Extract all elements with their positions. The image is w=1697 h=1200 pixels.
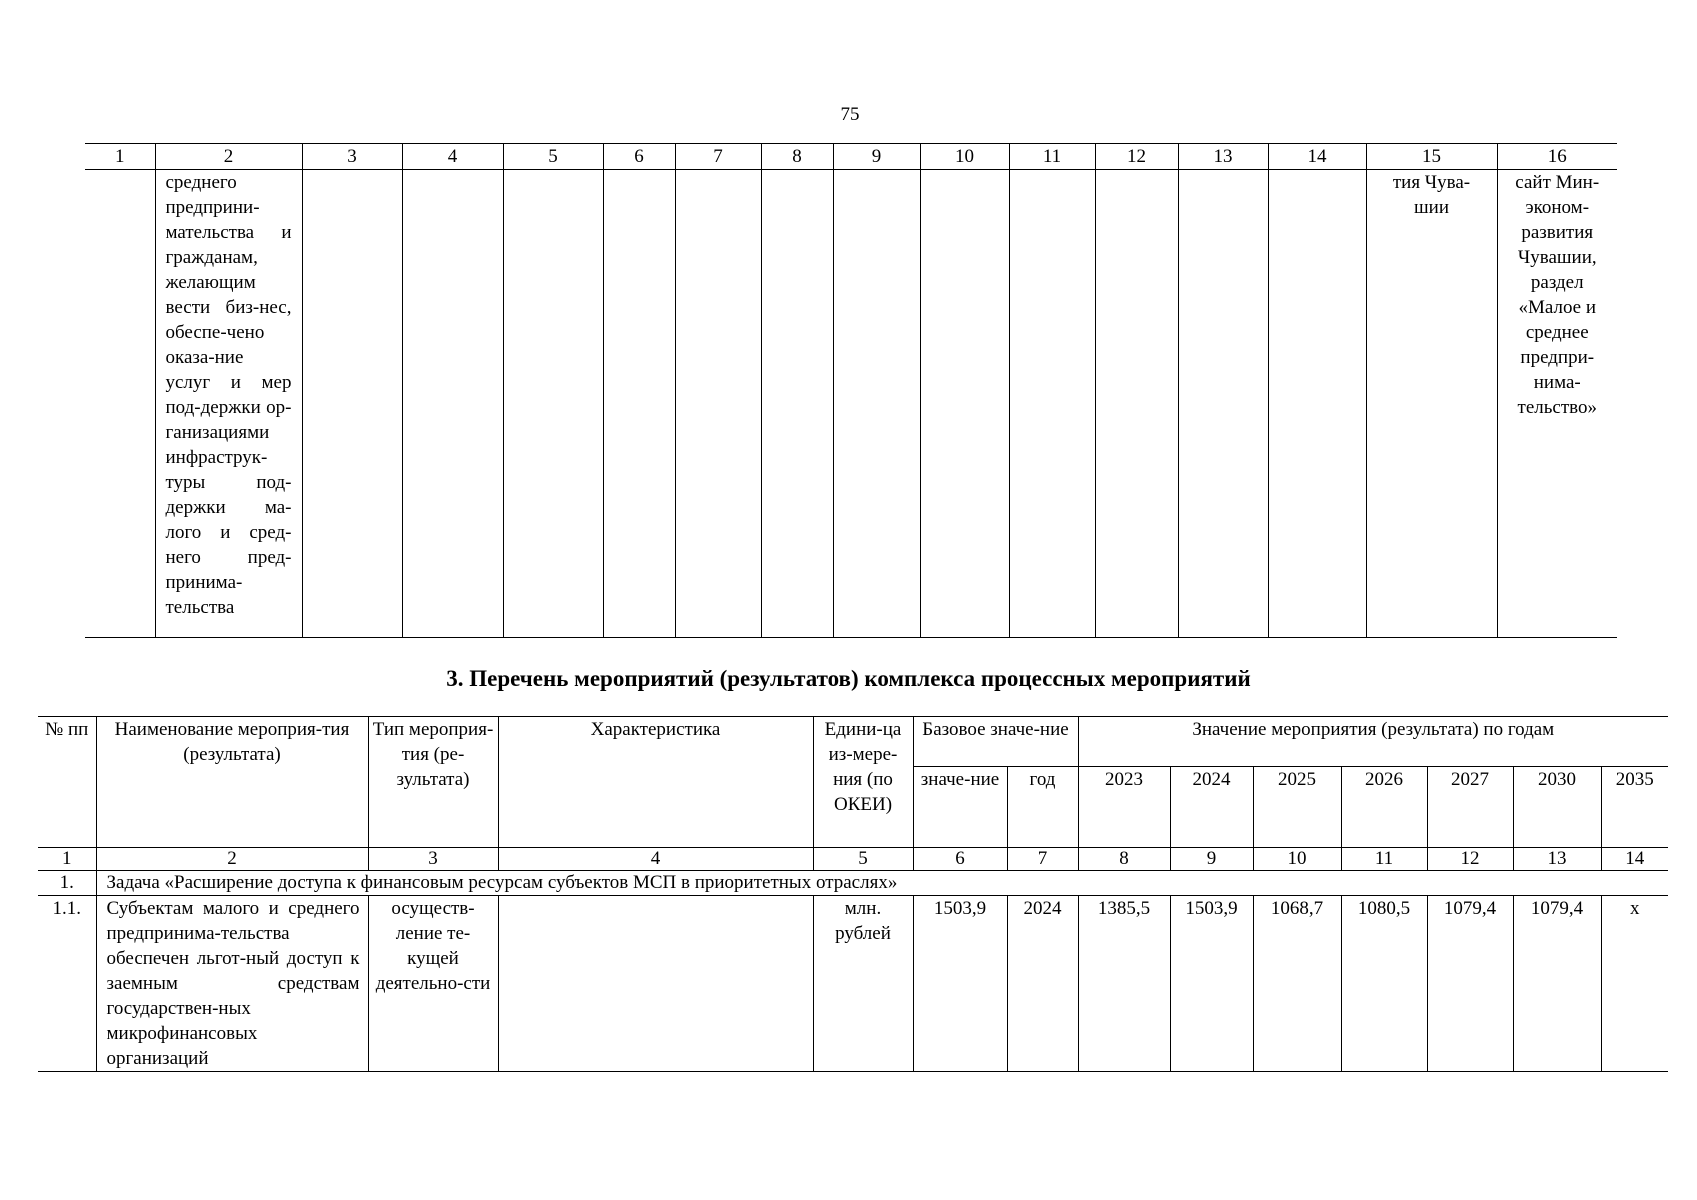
header-base-year: год — [1007, 767, 1078, 848]
cell-empty — [402, 170, 503, 638]
continuation-table — [85, 143, 1617, 638]
header-year: 2025 — [1253, 767, 1341, 848]
row-base-value: 1503,9 — [913, 896, 1007, 1072]
col-num: 9 — [1170, 848, 1253, 871]
header-year: 2027 — [1427, 767, 1513, 848]
col-num: 3 — [302, 144, 402, 170]
activities-table — [38, 716, 1668, 1072]
continuation-row — [85, 170, 1617, 638]
header-num: № пп — [38, 717, 96, 848]
col-num: 7 — [1007, 848, 1078, 871]
col-num: 5 — [503, 144, 603, 170]
cell-empty — [1009, 170, 1095, 638]
activity-row — [38, 896, 1668, 1072]
column-number-row — [38, 848, 1668, 871]
header-base-value: значе-ние — [913, 767, 1007, 848]
row-value: 1068,7 — [1253, 896, 1341, 1072]
header-characteristic: Характеристика — [498, 717, 813, 848]
task-text: Задача «Расширение доступа к финансовым ресурсам субъектов МСП в приоритетных отраслях» — [96, 871, 1668, 896]
page-number: 75 — [840, 104, 860, 125]
header-values-by-year: Значение мероприятия (результата) по годам — [1078, 717, 1668, 767]
row-characteristic — [498, 896, 813, 1072]
responsible-cell: тия Чува-шии — [1366, 170, 1497, 638]
col-num: 16 — [1497, 144, 1617, 170]
cell-empty — [603, 170, 675, 638]
col-num: 3 — [368, 848, 498, 871]
col-num: 8 — [761, 144, 833, 170]
header-year: 2035 — [1601, 767, 1668, 848]
header-year: 2026 — [1341, 767, 1427, 848]
row-value: 1079,4 — [1513, 896, 1601, 1072]
cell-empty — [302, 170, 402, 638]
cell-empty — [920, 170, 1009, 638]
column-number-row — [85, 144, 1617, 170]
cell-empty — [1268, 170, 1366, 638]
header-name: Наименование мероприя-тия (результата) — [96, 717, 368, 848]
col-num: 10 — [1253, 848, 1341, 871]
col-num: 7 — [675, 144, 761, 170]
col-num: 14 — [1601, 848, 1668, 871]
section-title: 3. Перечень мероприятий (результатов) комплекса процессных мероприятий — [446, 666, 1251, 691]
col-num: 9 — [833, 144, 920, 170]
col-num: 13 — [1178, 144, 1268, 170]
cell-empty — [1178, 170, 1268, 638]
col-num: 4 — [498, 848, 813, 871]
row-value: 1080,5 — [1341, 896, 1427, 1072]
col-num: 15 — [1366, 144, 1497, 170]
col-num: 13 — [1513, 848, 1601, 871]
col-num: 11 — [1009, 144, 1095, 170]
row-type: осуществ-ление те-кущей деятельно-сти — [368, 896, 498, 1072]
cell-empty — [675, 170, 761, 638]
col-num: 8 — [1078, 848, 1170, 871]
row-unit: млн. рублей — [813, 896, 913, 1072]
col-num: 12 — [1095, 144, 1178, 170]
header-year: 2024 — [1170, 767, 1253, 848]
cell-empty — [761, 170, 833, 638]
cell-empty — [503, 170, 603, 638]
col-num: 1 — [85, 144, 155, 170]
cell-empty — [833, 170, 920, 638]
header-type: Тип мероприя-тия (ре-зультата) — [368, 717, 498, 848]
row-value: х — [1601, 896, 1668, 1072]
col-num: 2 — [155, 144, 302, 170]
row-num: 1.1. — [38, 896, 96, 1072]
row-base-year: 2024 — [1007, 896, 1078, 1072]
source-cell: сайт Мин-эконом-развития Чувашии, раздел «Малое и среднее предпри-нима-тельство» — [1497, 170, 1617, 638]
header-base: Базовое значе-ние — [913, 717, 1078, 767]
col-num: 1 — [38, 848, 96, 871]
col-num: 4 — [402, 144, 503, 170]
header-row-1 — [38, 717, 1668, 767]
col-num: 2 — [96, 848, 368, 871]
task-row — [38, 871, 1668, 896]
col-num: 6 — [603, 144, 675, 170]
col-num: 10 — [920, 144, 1009, 170]
row-name: Субъектам малого и среднего предпринима-тельства обеспечен льгот-ный доступ к заемным средствам государствен-ных микрофинансовых организаций — [96, 896, 368, 1072]
row-value: 1503,9 — [1170, 896, 1253, 1072]
header-unit: Едини-ца из-мере-ния (по ОКЕИ) — [813, 717, 913, 848]
task-num: 1. — [38, 871, 96, 896]
col-num: 6 — [913, 848, 1007, 871]
result-description-cell: среднего предприни-мательства и гражданам, желающим вести биз-нес, обеспе-чено оказа-ние услуг и мер под-держки ор-ганизациями инфраструк-туры под-держки ма-лого и сред-него пред-принима-тельства — [155, 170, 302, 638]
header-year: 2023 — [1078, 767, 1170, 848]
col-num: 11 — [1341, 848, 1427, 871]
cell-empty — [1095, 170, 1178, 638]
row-value: 1385,5 — [1078, 896, 1170, 1072]
col-num: 14 — [1268, 144, 1366, 170]
cell-empty — [85, 170, 155, 638]
col-num: 12 — [1427, 848, 1513, 871]
row-value: 1079,4 — [1427, 896, 1513, 1072]
col-num: 5 — [813, 848, 913, 871]
header-year: 2030 — [1513, 767, 1601, 848]
